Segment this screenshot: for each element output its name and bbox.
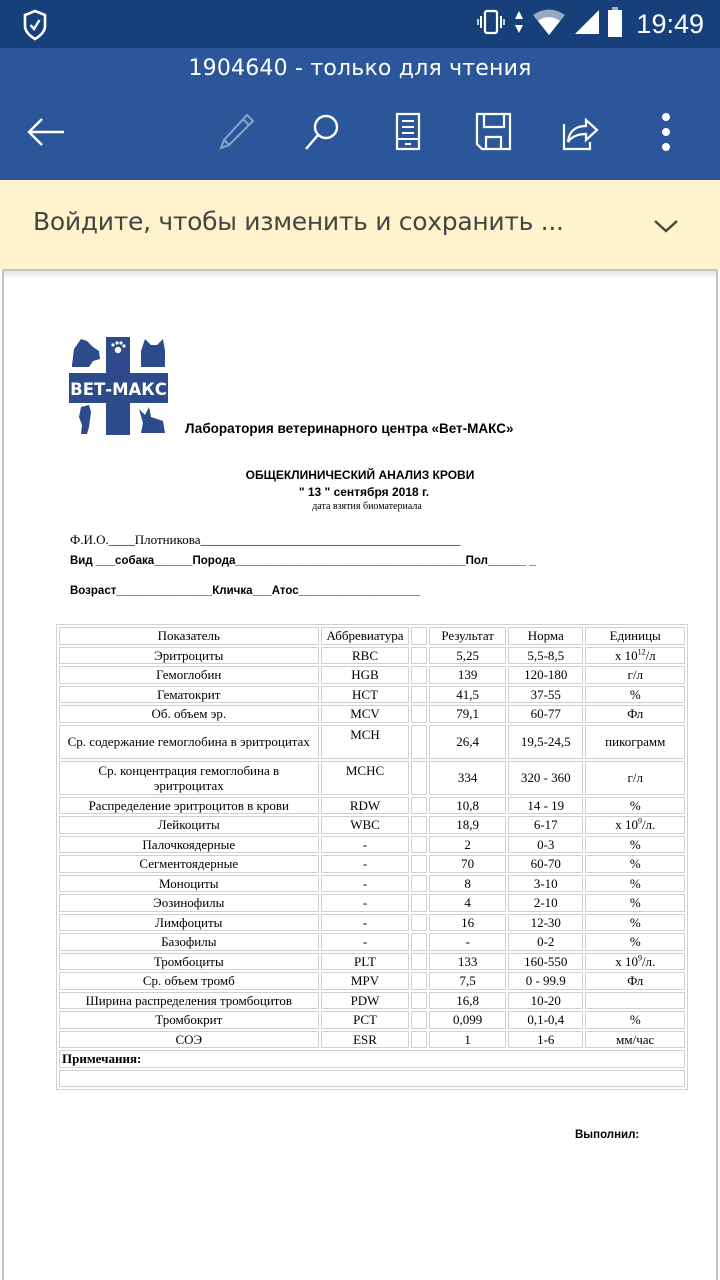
units-cell: г/л	[585, 666, 685, 684]
table-row	[59, 725, 685, 759]
result-cell: 8	[429, 875, 506, 893]
notes-value-row	[59, 1070, 685, 1088]
result-cell: 1	[429, 1031, 506, 1049]
norm-cell: 6-17	[508, 816, 583, 834]
table-row	[59, 933, 685, 951]
result-cell: 334	[429, 761, 506, 795]
units-cell: Фл	[585, 705, 685, 723]
norm-cell: 160-550	[508, 953, 583, 971]
units-cell: %	[585, 914, 685, 932]
abbreviation-cell: WBC	[321, 816, 410, 834]
save-button[interactable]	[470, 108, 518, 156]
indicator-cell: Гематокрит	[59, 686, 319, 704]
empty-cell	[411, 894, 427, 912]
age-nickname-field: Возраст_______________Кличка___Атос___________________	[70, 585, 421, 597]
unit-exponent: 9	[637, 953, 642, 963]
result-cell: 26,4	[429, 725, 506, 759]
chevron-down-icon[interactable]	[650, 210, 682, 242]
unit-base: х 10	[615, 817, 638, 833]
result-cell: 10,8	[429, 797, 506, 815]
table-row	[59, 875, 685, 893]
norm-cell: 0,1-0,4	[508, 1011, 583, 1029]
empty-cell	[411, 1031, 427, 1049]
battery-icon	[608, 7, 622, 41]
norm-cell: 60-77	[508, 705, 583, 723]
arrow-left-icon	[26, 116, 66, 148]
norm-cell: 2-10	[508, 894, 583, 912]
result-cell: 41,5	[429, 686, 506, 704]
abbreviation-cell: RBC	[321, 647, 410, 665]
empty-cell	[411, 992, 427, 1010]
result-cell: 133	[429, 953, 506, 971]
mobile-view-button[interactable]	[384, 108, 432, 156]
result-cell: 7,5	[429, 972, 506, 990]
norm-cell: 0 - 99.9	[508, 972, 583, 990]
abbreviation-cell: PCT	[321, 1011, 410, 1029]
back-button[interactable]	[22, 108, 70, 156]
table-row	[59, 836, 685, 854]
empty-cell	[411, 972, 427, 990]
search-icon	[302, 112, 342, 152]
wifi-icon	[532, 8, 566, 40]
result-cell: 4	[429, 894, 506, 912]
units-cell	[585, 816, 685, 834]
table-row	[59, 761, 685, 795]
norm-cell: 12-30	[508, 914, 583, 932]
table-row	[59, 686, 685, 704]
units-cell: мм/час	[585, 1031, 685, 1049]
indicator-cell: Лимфоциты	[59, 914, 319, 932]
indicator-cell: Об. объем эр.	[59, 705, 319, 723]
norm-cell: 3-10	[508, 875, 583, 893]
empty-cell	[411, 914, 427, 932]
units-cell: %	[585, 797, 685, 815]
empty-cell	[411, 725, 427, 759]
abbreviation-cell: ESR	[321, 1031, 410, 1049]
indicator-cell: Тромбоциты	[59, 953, 319, 971]
mobile-view-icon	[393, 112, 423, 152]
unit-tail: /л.	[641, 953, 656, 969]
signal-icon	[574, 9, 600, 39]
indicator-cell: Распределение эритроцитов в крови	[59, 797, 319, 815]
units-cell	[585, 953, 685, 971]
units-cell: %	[585, 933, 685, 951]
empty-cell	[411, 686, 427, 704]
table-row	[59, 705, 685, 723]
result-cell: 70	[429, 855, 506, 873]
table-row	[59, 797, 685, 815]
abbreviation-cell: RDW	[321, 797, 410, 815]
blood-test-results-table	[56, 624, 688, 1090]
abbreviation-cell: -	[321, 875, 410, 893]
indicator-cell: Палочкоядерные	[59, 836, 319, 854]
header-abbreviation: Аббревиатура	[321, 627, 410, 645]
table-header-row	[59, 627, 685, 645]
empty-cell	[411, 797, 427, 815]
species-breed-sex-field: Вид ___собака______Порода____________________________________Пол______ _	[70, 555, 536, 567]
page-top-shadow	[4, 271, 716, 279]
result-cell: 5,25	[429, 647, 506, 665]
unit-base: х 10	[615, 953, 638, 969]
app-bar	[0, 48, 720, 180]
share-button[interactable]	[556, 108, 604, 156]
table-row	[59, 914, 685, 932]
indicator-cell: Эритроциты	[59, 647, 319, 665]
result-cell: 0,099	[429, 1011, 506, 1029]
abbreviation-cell: MPV	[321, 972, 410, 990]
norm-cell: 1-6	[508, 1031, 583, 1049]
table-row	[59, 1011, 685, 1029]
unit-exponent: 12	[637, 647, 646, 657]
units-cell: %	[585, 836, 685, 854]
units-cell	[585, 992, 685, 1010]
empty-cell	[411, 666, 427, 684]
notes-label: Примечания:	[59, 1050, 685, 1068]
unit-tail: /л.	[641, 817, 656, 833]
abbreviation-cell: HGB	[321, 666, 410, 684]
floppy-disk-icon	[474, 112, 514, 152]
notes-value	[59, 1070, 685, 1088]
norm-cell: 19,5-24,5	[508, 725, 583, 759]
abbreviation-cell: -	[321, 836, 410, 854]
more-vertical-icon	[660, 112, 672, 152]
signin-banner-text: Войдите, чтобы изменить и сохранить ...	[33, 207, 564, 236]
logo-text: ВЕТ-МАКС	[70, 380, 167, 399]
norm-cell: 37-55	[508, 686, 583, 704]
units-cell: пикограмм	[585, 725, 685, 759]
document-title: 1904640 - только для чтения	[188, 56, 532, 81]
lab-title: Лаборатория ветеринарного центра «Вет-МАКС»	[185, 421, 514, 436]
table-row	[59, 816, 685, 834]
table-row	[59, 972, 685, 990]
table-row	[59, 666, 685, 684]
units-cell: %	[585, 1011, 685, 1029]
table-row	[59, 992, 685, 1010]
share-icon	[560, 112, 600, 152]
table-row	[59, 894, 685, 912]
notes-row	[59, 1050, 685, 1068]
indicator-cell: Гемоглобин	[59, 666, 319, 684]
signin-banner[interactable]	[0, 180, 720, 269]
empty-cell	[411, 1011, 427, 1029]
units-cell	[585, 647, 685, 665]
abbreviation-cell: HCT	[321, 686, 410, 704]
empty-cell	[411, 855, 427, 873]
unit-exponent: 9	[637, 816, 642, 826]
header-indicator: Показатель	[59, 627, 319, 645]
result-cell: 2	[429, 836, 506, 854]
shield-check-icon	[22, 9, 48, 45]
norm-cell: 14 - 19	[508, 797, 583, 815]
empty-cell	[411, 705, 427, 723]
table-row	[59, 855, 685, 873]
empty-cell	[411, 816, 427, 834]
data-arrows-icon	[514, 9, 524, 39]
abbreviation-cell: -	[321, 914, 410, 932]
vet-maks-logo	[69, 337, 168, 435]
norm-cell: 0-2	[508, 933, 583, 951]
unit-tail: /л	[645, 647, 656, 663]
norm-cell: 0-3	[508, 836, 583, 854]
result-cell: -	[429, 933, 506, 951]
empty-cell	[411, 836, 427, 854]
abbreviation-cell: -	[321, 894, 410, 912]
result-cell: 18,9	[429, 816, 506, 834]
header-result: Результат	[429, 627, 506, 645]
sample-date-label: дата взятия биоматериала	[312, 501, 422, 512]
header-units: Единицы	[585, 627, 685, 645]
more-options-button[interactable]	[642, 108, 690, 156]
abbreviation-cell: MCH	[321, 725, 410, 759]
owner-name-field: Ф.И.О.____Плотникова________________________________________	[70, 532, 461, 547]
sample-date: " 13 " сентября 2018 г.	[298, 485, 430, 499]
result-cell: 16	[429, 914, 506, 932]
empty-cell	[411, 647, 427, 665]
pencil-icon	[217, 112, 257, 152]
header-empty	[411, 627, 427, 645]
abbreviation-cell: MCHC	[321, 761, 410, 795]
units-cell: %	[585, 875, 685, 893]
indicator-cell: Моноциты	[59, 875, 319, 893]
result-cell: 79,1	[429, 705, 506, 723]
units-cell: г/л	[585, 761, 685, 795]
norm-cell: 120-180	[508, 666, 583, 684]
empty-cell	[411, 875, 427, 893]
edit-button[interactable]	[213, 108, 261, 156]
indicator-cell: Ширина распределения тромбоцитов	[59, 992, 319, 1010]
document-heading: ОБЩЕКЛИНИЧЕСКИЙ АНАЛИЗ КРОВИ	[245, 468, 475, 482]
indicator-cell: СОЭ	[59, 1031, 319, 1049]
norm-cell: 10-20	[508, 992, 583, 1010]
performed-by-label: Выполнил:	[575, 1129, 640, 1141]
abbreviation-cell: -	[321, 855, 410, 873]
unit-base: х 10	[614, 647, 638, 663]
abbreviation-cell: PDW	[321, 992, 410, 1010]
units-cell: %	[585, 855, 685, 873]
units-cell: Фл	[585, 972, 685, 990]
indicator-cell: Сегментоядерные	[59, 855, 319, 873]
indicator-cell: Ср. содержание гемоглобина в эритроцитах	[59, 725, 319, 759]
abbreviation-cell: -	[321, 933, 410, 951]
abbreviation-cell: PLT	[321, 953, 410, 971]
indicator-cell: Лейкоциты	[59, 816, 319, 834]
indicator-cell: Тромбокрит	[59, 1011, 319, 1029]
empty-cell	[411, 761, 427, 795]
clock: 19:49	[636, 8, 704, 39]
units-cell: %	[585, 894, 685, 912]
indicator-cell: Ср. объем тромб	[59, 972, 319, 990]
empty-cell	[411, 953, 427, 971]
empty-cell	[411, 933, 427, 951]
indicator-cell: Базофилы	[59, 933, 319, 951]
indicator-cell: Эозинофилы	[59, 894, 319, 912]
abbreviation-cell: MCV	[321, 705, 410, 723]
norm-cell: 60-70	[508, 855, 583, 873]
table-row	[59, 647, 685, 665]
table-row	[59, 1031, 685, 1049]
norm-cell: 320 - 360	[508, 761, 583, 795]
vibrate-icon	[476, 7, 506, 41]
table-row	[59, 953, 685, 971]
result-cell: 16,8	[429, 992, 506, 1010]
units-cell: %	[585, 686, 685, 704]
search-button[interactable]	[298, 108, 346, 156]
norm-cell: 5,5-8,5	[508, 647, 583, 665]
result-cell: 139	[429, 666, 506, 684]
status-bar	[0, 0, 720, 48]
header-norm: Норма	[508, 627, 583, 645]
indicator-cell: Ср. концентрация гемоглобина в эритроцитах	[59, 761, 319, 795]
